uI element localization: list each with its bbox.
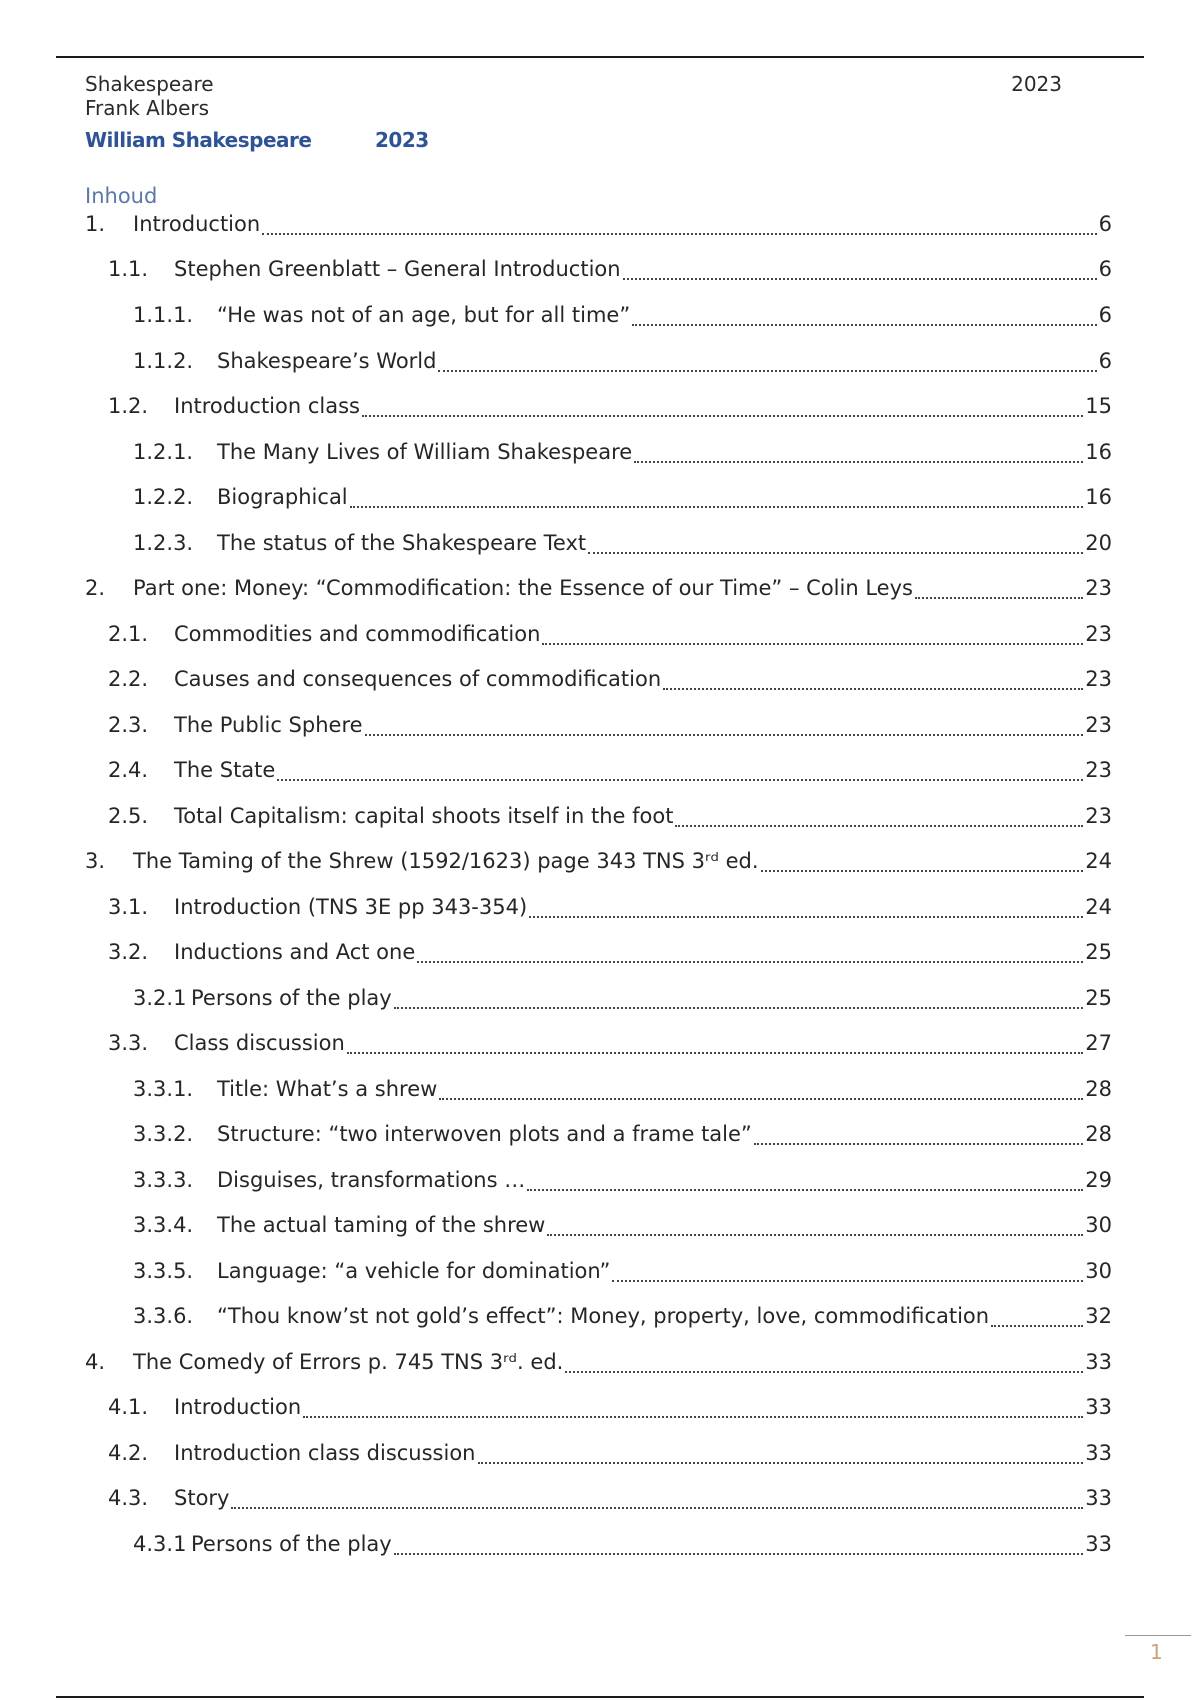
toc-number: 3. bbox=[85, 849, 106, 873]
toc-page: 15 bbox=[1085, 394, 1112, 418]
toc-page: 24 bbox=[1085, 849, 1112, 873]
toc-number: 1.2.3. bbox=[133, 531, 194, 555]
toc-number: 3.2.1 bbox=[133, 986, 187, 1010]
page-number-rule bbox=[1125, 1635, 1191, 1636]
page-number: 1 bbox=[1150, 1640, 1163, 1664]
toc-title: Story bbox=[174, 1486, 230, 1510]
document-title bbox=[85, 128, 429, 152]
toc-entry[interactable] bbox=[108, 940, 1112, 970]
toc-entry[interactable] bbox=[133, 531, 1112, 561]
toc-number: 2.4. bbox=[108, 758, 149, 782]
toc-number: 3.3.5. bbox=[133, 1259, 194, 1283]
toc-entry[interactable] bbox=[133, 440, 1112, 470]
toc-number: 1.1.2. bbox=[133, 349, 194, 373]
toc-number: 1.2.2. bbox=[133, 485, 194, 509]
toc-title: Shakespeare’s World bbox=[217, 349, 437, 373]
toc-entry[interactable] bbox=[85, 576, 1112, 606]
toc-title: “He was not of an age, but for all time” bbox=[217, 303, 631, 327]
toc-title: Causes and consequences of commodification bbox=[174, 667, 662, 691]
toc-page: 23 bbox=[1085, 622, 1112, 646]
toc-page: 16 bbox=[1085, 440, 1112, 464]
dot-leader bbox=[612, 1280, 1083, 1282]
toc-page: 30 bbox=[1085, 1259, 1112, 1283]
toc-title: Structure: “two interwoven plots and a frame tale” bbox=[217, 1122, 752, 1146]
toc-title: “Thou know’st not gold’s effect”: Money, property, love, commodification bbox=[217, 1304, 990, 1328]
toc-title: Introduction (TNS 3E pp 343-354) bbox=[174, 895, 528, 919]
toc-number: 3.1. bbox=[108, 895, 149, 919]
toc-entry[interactable] bbox=[108, 1031, 1112, 1061]
toc-title: The actual taming of the shrew bbox=[217, 1213, 546, 1237]
toc-page: 32 bbox=[1085, 1304, 1112, 1328]
dot-leader bbox=[547, 1234, 1083, 1236]
toc-page: 6 bbox=[1098, 212, 1112, 236]
dot-leader bbox=[417, 961, 1083, 963]
toc-entry[interactable] bbox=[108, 1395, 1112, 1425]
toc-page: 33 bbox=[1085, 1350, 1112, 1374]
toc-page: 6 bbox=[1098, 257, 1112, 281]
toc-entry[interactable] bbox=[108, 667, 1112, 697]
toc-entry[interactable] bbox=[133, 1304, 1112, 1334]
toc-page: 23 bbox=[1085, 758, 1112, 782]
toc-page: 23 bbox=[1085, 576, 1112, 600]
toc-page: 25 bbox=[1085, 940, 1112, 964]
dot-leader bbox=[438, 370, 1096, 372]
toc-entry[interactable] bbox=[133, 986, 1112, 1016]
toc-title: Persons of the play bbox=[191, 1532, 392, 1556]
dot-leader bbox=[623, 278, 1097, 280]
toc-number: 4. bbox=[85, 1350, 106, 1374]
toc-number: 2. bbox=[85, 576, 106, 600]
toc-entry[interactable] bbox=[108, 758, 1112, 788]
dot-leader bbox=[231, 1507, 1083, 1509]
dot-leader bbox=[439, 1098, 1083, 1100]
toc-entry[interactable] bbox=[133, 1122, 1112, 1152]
toc-entry[interactable] bbox=[108, 1441, 1112, 1471]
toc-page: 16 bbox=[1085, 485, 1112, 509]
toc-number: 4.2. bbox=[108, 1441, 149, 1465]
toc-number: 1.2. bbox=[108, 394, 149, 418]
dot-leader bbox=[634, 461, 1083, 463]
dot-leader bbox=[991, 1325, 1083, 1327]
toc-page: 28 bbox=[1085, 1077, 1112, 1101]
toc-entry[interactable] bbox=[133, 1168, 1112, 1198]
toc-title: The Public Sphere bbox=[174, 713, 363, 737]
toc-entry[interactable] bbox=[108, 895, 1112, 925]
toc-title: The Comedy of Errors p. 745 TNS 3ʳᵈ. ed. bbox=[133, 1350, 564, 1374]
toc-number: 1. bbox=[85, 212, 106, 236]
toc-number: 2.1. bbox=[108, 622, 149, 646]
toc-title: Introduction bbox=[133, 212, 261, 236]
toc-entry[interactable] bbox=[108, 257, 1112, 287]
toc-number: 3.2. bbox=[108, 940, 149, 964]
dot-leader bbox=[632, 324, 1096, 326]
toc-number: 1.1. bbox=[108, 257, 149, 281]
dot-leader bbox=[529, 916, 1083, 918]
toc-title: Inductions and Act one bbox=[174, 940, 416, 964]
footer-rule bbox=[56, 1696, 1144, 1698]
dot-leader bbox=[350, 506, 1084, 508]
toc-title: Biographical bbox=[217, 485, 348, 509]
dot-leader bbox=[394, 1553, 1084, 1555]
toc-number: 4.3.1 bbox=[133, 1532, 187, 1556]
toc-page: 29 bbox=[1085, 1168, 1112, 1192]
toc-number: 3.3.1. bbox=[133, 1077, 194, 1101]
header-left bbox=[85, 72, 214, 120]
toc-number: 1.1.1. bbox=[133, 303, 194, 327]
header-rule bbox=[56, 56, 1144, 58]
toc-page: 6 bbox=[1098, 349, 1112, 373]
dot-leader bbox=[565, 1371, 1083, 1373]
toc-number: 3.3.3. bbox=[133, 1168, 194, 1192]
toc-number: 1.2.1. bbox=[133, 440, 194, 464]
toc-title: The Taming of the Shrew (1592/1623) page 343 TNS 3ʳᵈ ed. bbox=[133, 849, 759, 873]
dot-leader bbox=[754, 1143, 1083, 1145]
toc-entry[interactable] bbox=[108, 394, 1112, 424]
toc-entry[interactable] bbox=[133, 485, 1112, 515]
toc-page: 27 bbox=[1085, 1031, 1112, 1055]
toc-entry[interactable] bbox=[133, 1259, 1112, 1289]
toc-number: 2.3. bbox=[108, 713, 149, 737]
toc-title: The Many Lives of William Shakespeare bbox=[217, 440, 633, 464]
title-text: William Shakespeare bbox=[85, 128, 312, 152]
toc-entry[interactable] bbox=[108, 622, 1112, 652]
toc-title: Introduction class bbox=[174, 394, 360, 418]
toc-heading: Inhoud bbox=[85, 184, 158, 208]
toc-entry[interactable] bbox=[133, 1213, 1112, 1243]
toc-page: 30 bbox=[1085, 1213, 1112, 1237]
toc-title: Commodities and commodification bbox=[174, 622, 541, 646]
toc-page: 25 bbox=[1085, 986, 1112, 1010]
header-author: Frank Albers bbox=[85, 96, 210, 120]
toc-title: The State bbox=[174, 758, 276, 782]
toc-title: Language: “a vehicle for domination” bbox=[217, 1259, 611, 1283]
toc-entry[interactable] bbox=[108, 1486, 1112, 1516]
toc-page: 28 bbox=[1085, 1122, 1112, 1146]
dot-leader bbox=[675, 825, 1083, 827]
toc-title: The status of the Shakespeare Text bbox=[217, 531, 587, 555]
title-year: 2023 bbox=[375, 128, 429, 152]
toc-page: 20 bbox=[1085, 531, 1112, 555]
dot-leader bbox=[347, 1052, 1084, 1054]
toc-title: Part one: Money: “Commodification: the Essence of our Time” – Colin Leys bbox=[133, 576, 913, 600]
toc-page: 23 bbox=[1085, 713, 1112, 737]
toc-title: Disguises, transformations … bbox=[217, 1168, 526, 1192]
toc-title: Stephen Greenblatt – General Introduction bbox=[174, 257, 621, 281]
toc-title: Class discussion bbox=[174, 1031, 345, 1055]
toc-title: Introduction bbox=[174, 1395, 302, 1419]
dot-leader bbox=[262, 233, 1096, 235]
toc-entry[interactable] bbox=[85, 212, 1112, 242]
toc-number: 3.3. bbox=[108, 1031, 149, 1055]
toc-entry[interactable] bbox=[133, 1532, 1112, 1562]
toc-page: 24 bbox=[1085, 895, 1112, 919]
header-subject: Shakespeare bbox=[85, 72, 214, 96]
toc-number: 3.3.4. bbox=[133, 1213, 194, 1237]
dot-leader bbox=[478, 1462, 1084, 1464]
dot-leader bbox=[394, 1007, 1084, 1009]
dot-leader bbox=[362, 415, 1083, 417]
dot-leader bbox=[527, 1189, 1083, 1191]
toc-page: 6 bbox=[1098, 303, 1112, 327]
dot-leader bbox=[915, 597, 1083, 599]
dot-leader bbox=[542, 643, 1083, 645]
toc-page: 33 bbox=[1085, 1395, 1112, 1419]
toc-page: 33 bbox=[1085, 1532, 1112, 1556]
toc-number: 3.3.2. bbox=[133, 1122, 194, 1146]
header-year: 2023 bbox=[1011, 72, 1062, 96]
toc-number: 4.3. bbox=[108, 1486, 149, 1510]
toc-entry[interactable] bbox=[85, 1350, 1112, 1380]
dot-leader bbox=[663, 688, 1083, 690]
dot-leader bbox=[365, 734, 1084, 736]
dot-leader bbox=[303, 1416, 1083, 1418]
toc-page: 23 bbox=[1085, 667, 1112, 691]
toc-title: Total Capitalism: capital shoots itself in the foot bbox=[174, 804, 674, 828]
toc-entry[interactable] bbox=[108, 804, 1112, 834]
toc-title: Persons of the play bbox=[191, 986, 392, 1010]
toc-page: 23 bbox=[1085, 804, 1112, 828]
toc-entry[interactable] bbox=[108, 713, 1112, 743]
toc-number: 3.3.6. bbox=[133, 1304, 194, 1328]
toc-title: Introduction class discussion bbox=[174, 1441, 476, 1465]
toc-page: 33 bbox=[1085, 1486, 1112, 1510]
toc-number: 2.2. bbox=[108, 667, 149, 691]
toc-number: 2.5. bbox=[108, 804, 149, 828]
toc-entry[interactable] bbox=[133, 349, 1112, 379]
dot-leader bbox=[761, 870, 1084, 872]
toc-title: Title: What’s a shrew bbox=[217, 1077, 438, 1101]
toc-entry[interactable] bbox=[133, 1077, 1112, 1107]
dot-leader bbox=[588, 552, 1083, 554]
toc-entry[interactable] bbox=[85, 849, 1112, 879]
dot-leader bbox=[277, 779, 1083, 781]
toc-number: 4.1. bbox=[108, 1395, 149, 1419]
toc-page: 33 bbox=[1085, 1441, 1112, 1465]
toc-entry[interactable] bbox=[133, 303, 1112, 333]
